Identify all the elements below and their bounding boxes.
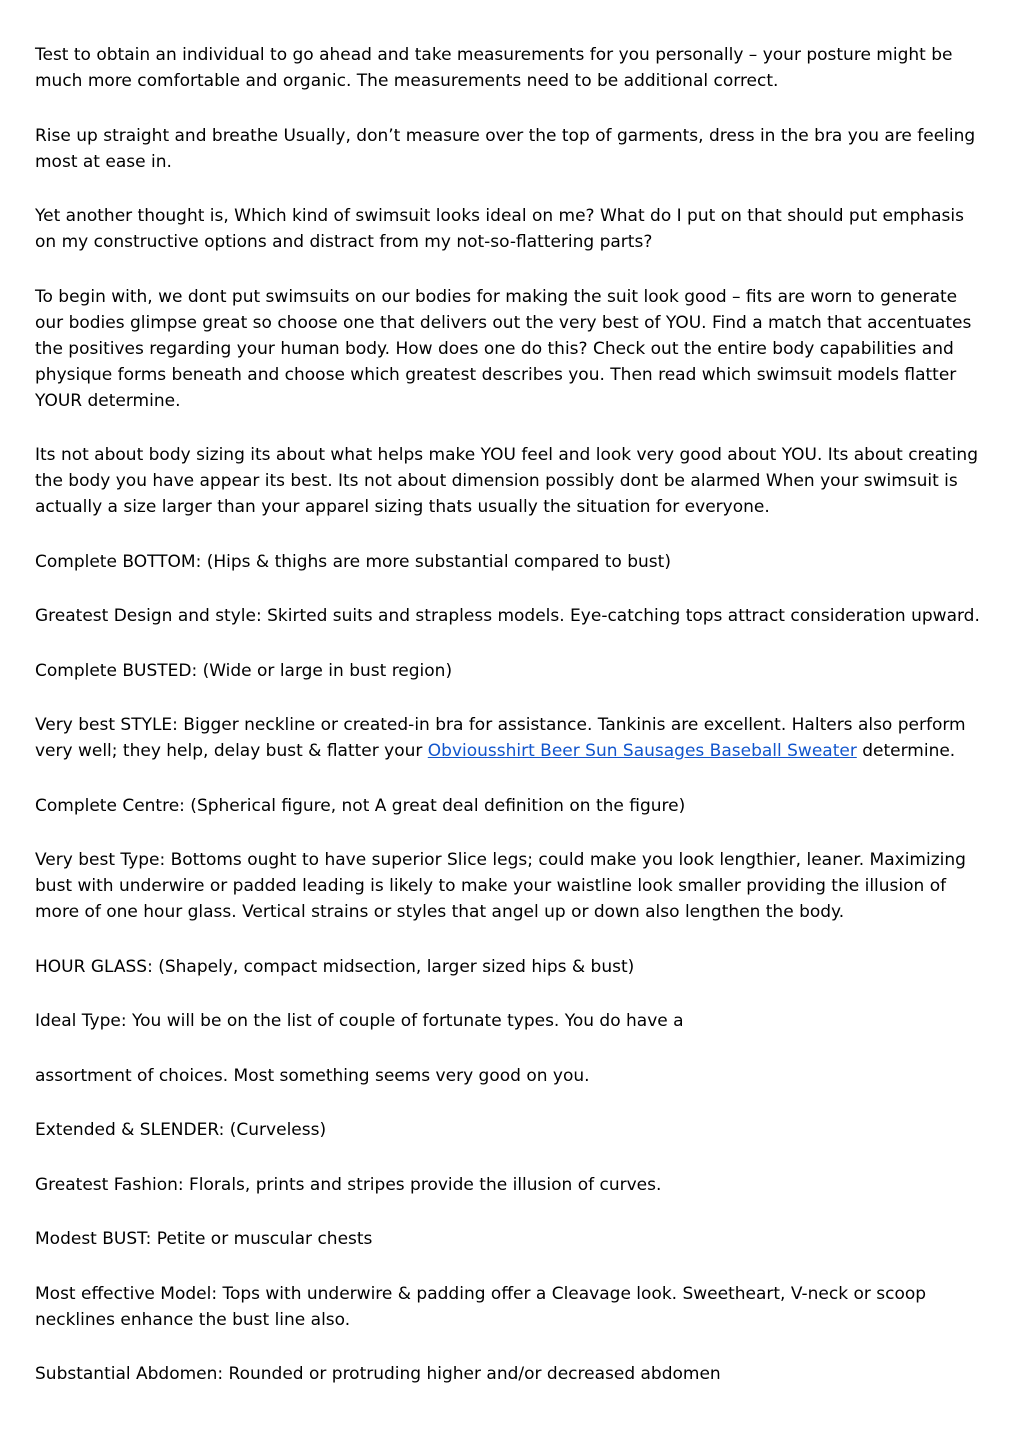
paragraph-small-bust-style: Most effective Model: Tops with underwire & padding offer a Cleavage look. Sweetheart, V-neck or scoop necklines enhance the bust line also. xyxy=(35,1283,927,1330)
busted-style-text-end: determine. xyxy=(856,741,956,761)
paragraph-full-bottom: Complete BOTTOM: (Hips & thighs are more substantial compared to bust) xyxy=(35,551,671,572)
sweater-link[interactable]: Obviousshirt Beer Sun Sausages Baseball Sweater xyxy=(427,741,857,761)
paragraph-small-bust: Modest BUST: Petite or muscular chests xyxy=(35,1229,373,1249)
paragraph-slender-style: Greatest Fashion: Florals, prints and stripes provide the illusion of curves. xyxy=(35,1174,662,1195)
paragraph-hour-glass-style: Ideal Type: You will be on the list of couple of fortunate types. You do have a xyxy=(35,1011,684,1031)
paragraph-large-abdomen: Substantial Abdomen: Rounded or protruding higher and/or decreased abdomen xyxy=(35,1364,721,1384)
paragraph-hour-glass: HOUR GLASS: (Shapely, compact midsection, larger sized hips & bust) xyxy=(35,956,635,977)
paragraph-body-sizing: Its not about body sizing its about what helps make YOU feel and look very good about YOU. Its about creating the body you have appear its best. Its not about dimension possibly dont be alarmed When your swimsuit is actually a size larger than your apparel sizing thats usually the situation for everyone. xyxy=(35,445,978,517)
paragraph-long-slender: Extended & SLENDER: (Curveless) xyxy=(35,1120,327,1140)
paragraph-centre-style: Very best Type: Bottoms ought to have superior Slice legs; could make you look lengthier, leaner. Maximizing bust with underwire or padded leading is likely to make your waistline look smaller providing the illusion of more of one hour glass. Vertical strains or styles that angel up or down also lengthen the body. xyxy=(35,850,966,922)
paragraph-full-centre: Complete Centre: (Spherical figure, not A great deal definition on the figure) xyxy=(35,795,686,816)
paragraph-begin-with: To begin with, we dont put swimsuits on our bodies for making the suit look good – fits are worn to generate our bodies glimpse great so choose one that delivers out the very best of YOU. Find a match that accentuates the positives regarding your human body. How does one do this? Check out the entire body capabilities and physique forms beneath and choose which greatest describes you. Then read which swimsuit models flatter YOUR determine. xyxy=(35,286,972,411)
paragraph-busted-style xyxy=(35,712,990,764)
paragraph-stand-straight: Rise up straight and breathe Usually, don’t measure over the top of garments, dress in the bra you are feeling most at ease in. xyxy=(35,125,976,172)
paragraph-bottom-style: Greatest Design and style: Skirted suits and strapless models. Eye-catching tops attract consideration upward. xyxy=(35,606,980,626)
paragraph-which-swimsuit: Yet another thought is, Which kind of swimsuit looks ideal on me? What do I put on that should put emphasis on my constructive options and distract from my not-so-flattering parts? xyxy=(35,206,964,252)
paragraph-measurements-helper: Test to obtain an individual to go ahead and take measurements for you personally – your posture might be much more comfortable and organic. The measurements need to be additional correct. xyxy=(35,45,953,91)
paragraph-choices: assortment of choices. Most something seems very good on you. xyxy=(35,1065,590,1086)
busted-style-text: Very best STYLE: Bigger neckline or created-in bra for assistance. Tankinis are excellent. Halters also perform very well; they help, delay bust & flatter your xyxy=(35,715,966,761)
paragraph-full-busted: Complete BUSTED: (Wide or large in bust region) xyxy=(35,660,453,681)
